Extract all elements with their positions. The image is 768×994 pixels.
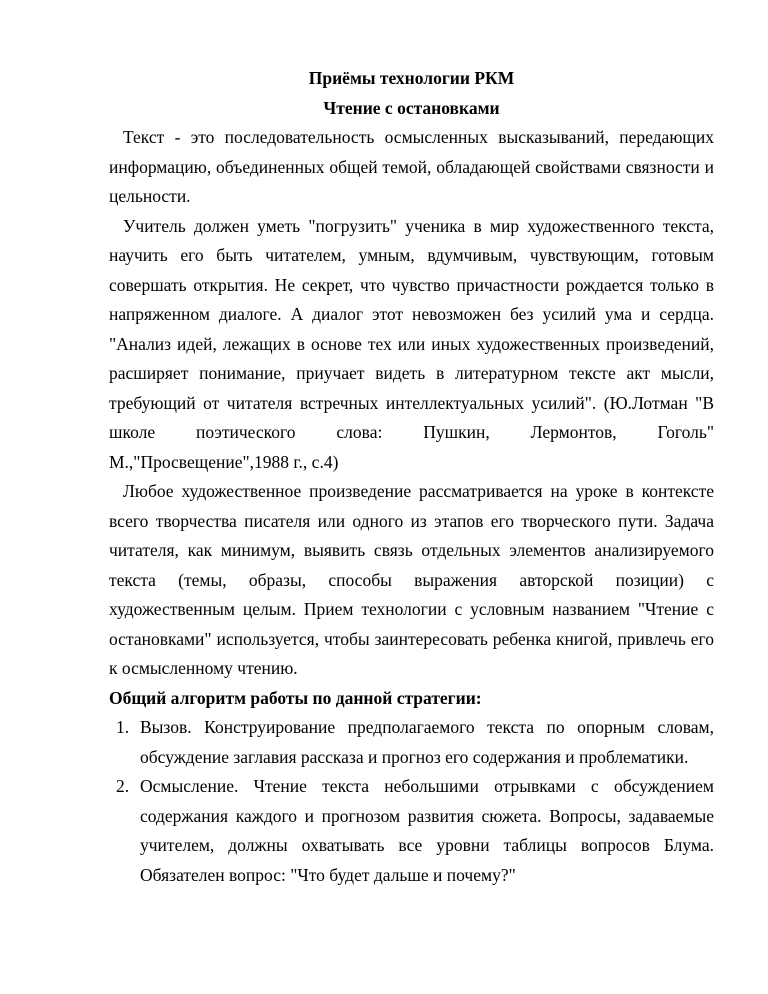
paragraph-text-definition: Текст - это последовательность осмысленных высказываний, передающих информацию, объединенных общей темой, обладающей свойствами связности и цельности. [109, 127, 714, 206]
paragraph-reading-technique: Любое художественное произведение рассматривается на уроке в контексте всего творчества писателя или одного из этапов его творческого пути. Задача читателя, как минимум, выявить связь отдельных элементов анализируемого текста (темы, образы, способы выражения авторской позиции) с художественным целым. Прием технологии с условным названием "Чтение с остановками" используется, чтобы заинтересовать ребенка книгой, привлечь его к осмысленному чтению. [109, 481, 714, 678]
algorithm-steps-list [109, 713, 714, 890]
paragraph-teacher-role: Учитель должен уметь "погрузить" ученика в мир художественного текста, научить его быть читателем, умным, вдумчивым, чувствующим, готовым совершать открытия. Не секрет, что чувство причастности рождается только в напряженном диалоге. А диалог этот невозможен без усилий ума и сердца. "Анализ идей, лежащих в основе тех или иных художественных произведений, расширяет понимание, приучает видеть в литературном тексте акт мысли, требующий от читателя встречных интеллектуальных усилий". (Ю.Лотман "В школе поэтического слова: Пушкин, Лермонтов, Гоголь" М.,"Просвещение",1988 г., с.4) [109, 215, 714, 472]
list-item [109, 713, 714, 772]
list-item-number: 1. [116, 717, 130, 737]
document-title: Приёмы технологии РКМ [308, 68, 515, 88]
list-item [109, 772, 714, 890]
list-item-number: 2. [116, 776, 130, 796]
section-heading: Общий алгоритм работы по данной стратегии: [109, 687, 482, 708]
document-subtitle: Чтение с остановками [323, 97, 500, 118]
document-body [109, 64, 714, 890]
list-item-text: Осмысление. Чтение текста небольшими отрывками с обсуждением содержания каждого и прогнозом развития сюжета. Вопросы, задаваемые учителем, должны охватывать все уровни таблицы вопросов Блума. Обязателен вопрос: "Что будет дальше и почему?" [140, 776, 714, 885]
list-item-text: Вызов. Конструирование предполагаемого текста по опорным словам, обсуждение заглавия рассказа и прогноз его содержания и проблематики. [140, 717, 714, 767]
